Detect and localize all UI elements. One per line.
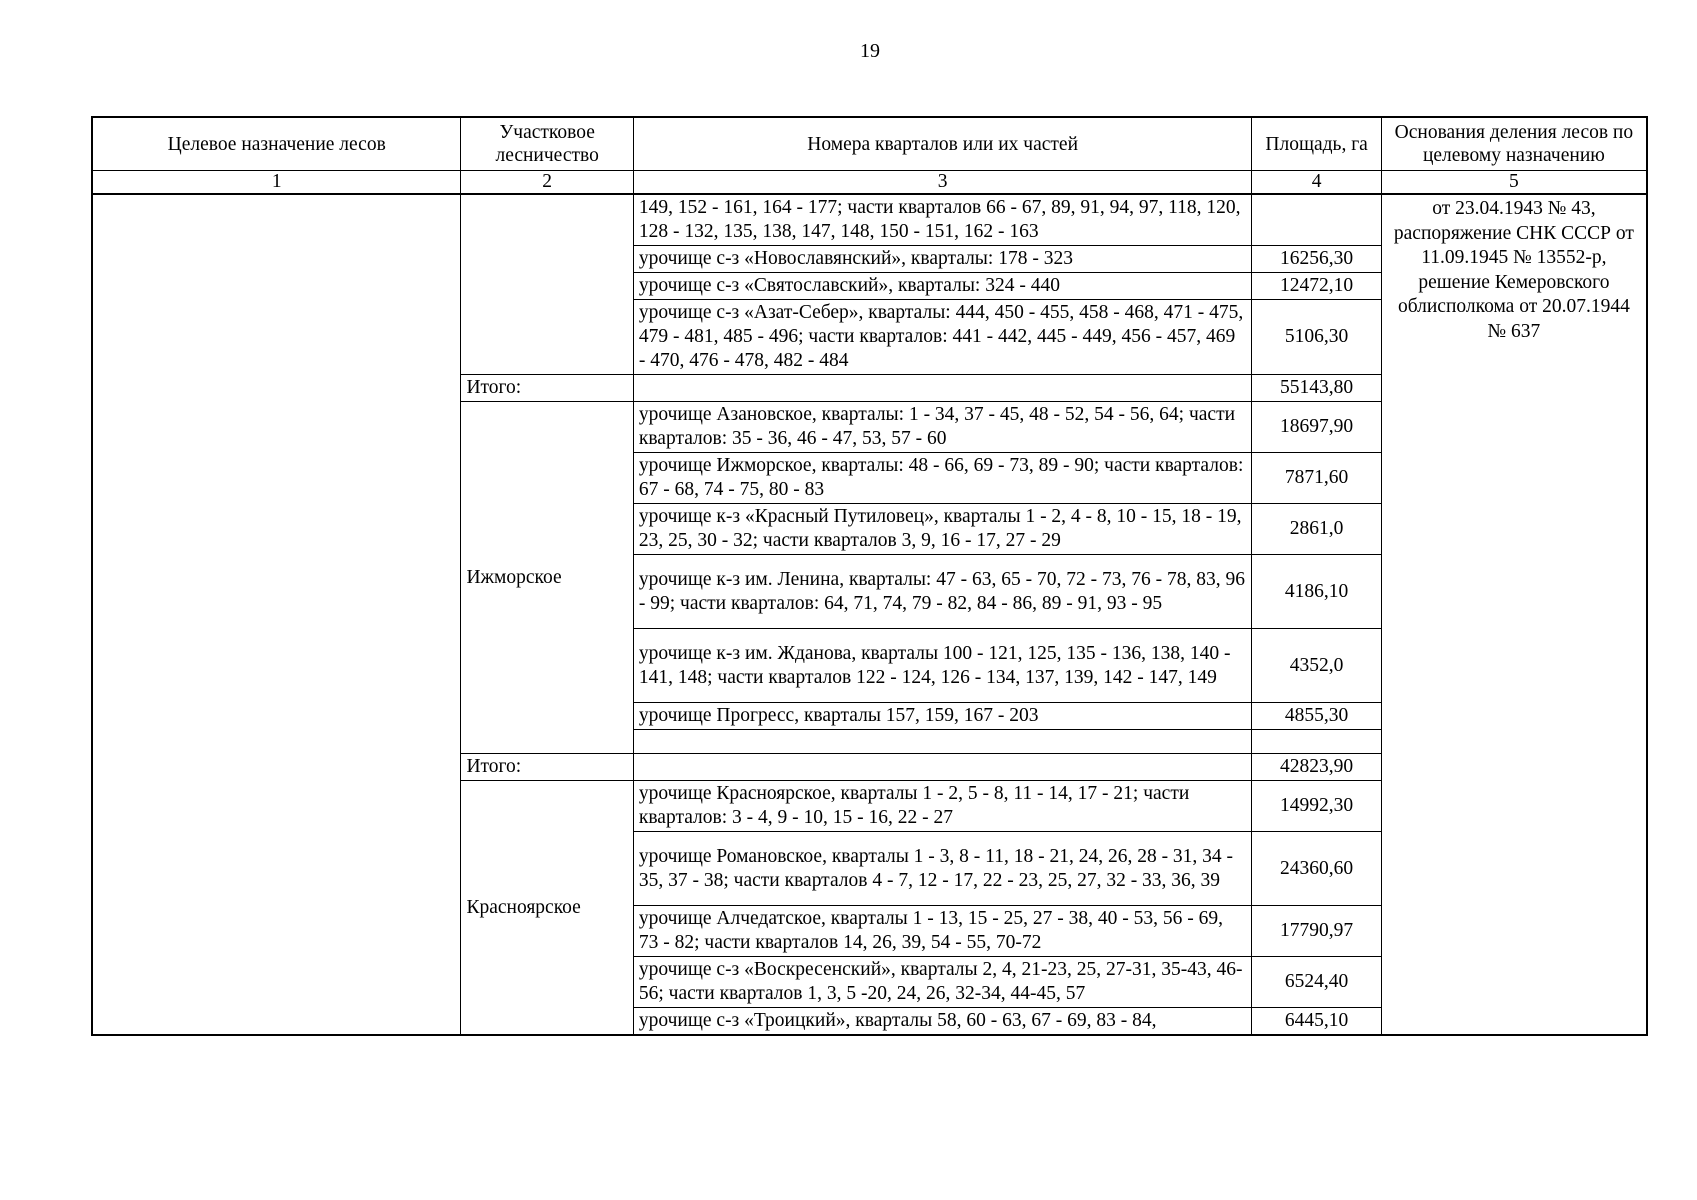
column-number: 2 [461,171,633,195]
area-cell [1252,194,1381,246]
header-forestry: Участковое лесничество [461,117,633,171]
header-quarters: Номера кварталов или их частей [633,117,1252,171]
quarters-cell: урочище к-з им. Жданова, кварталы 100 - 121, 125, 135 - 136, 138, 140 - 141, 148; части кварталов 122 - 124, 126 - 134, 137, 139, 142 - 147, 149 [633,629,1252,703]
total-value: 55143,80 [1252,375,1381,402]
area-cell: 6524,40 [1252,957,1381,1008]
forestry-name: Ижморское [461,402,633,754]
area-cell: 24360,60 [1252,832,1381,906]
column-number-row [92,171,1647,195]
basis-cell: от 23.04.1943 № 43, распоряжение СНК СССР от 11.09.1945 № 13552-р, решение Кемеровского облисполкома от 20.07.1944 № 637 [1381,194,1647,1035]
area-cell: 7871,60 [1252,453,1381,504]
area-cell: 4352,0 [1252,629,1381,703]
quarters-cell: урочище Красноярское, кварталы 1 - 2, 5 - 8, 11 - 14, 17 - 21; части кварталов: 3 - 4, 9 - 10, 15 - 16, 22 - 27 [633,781,1252,832]
area-cell: 4186,10 [1252,555,1381,629]
area-cell: 16256,30 [1252,246,1381,273]
forestry-cell-empty [461,194,633,375]
forestry-name: Красноярское [461,781,633,1036]
quarters-cell: урочище Азановское, кварталы: 1 - 34, 37 - 45, 48 - 52, 54 - 56, 64; части кварталов: 35 - 36, 46 - 47, 53, 57 - 60 [633,402,1252,453]
column-number: 5 [1381,171,1647,195]
area-cell: 17790,97 [1252,906,1381,957]
quarters-cell: урочище Романовское, кварталы 1 - 3, 8 - 11, 18 - 21, 24, 26, 28 - 31, 34 - 35, 37 - 38; части кварталов 4 - 7, 12 - 17, 22 - 23, 25, 27, 32 - 33, 36, 39 [633,832,1252,906]
column-number: 3 [633,171,1252,195]
quarters-cell: урочище Прогресс, кварталы 157, 159, 167 - 203 [633,703,1252,730]
area-cell: 12472,10 [1252,273,1381,300]
quarters-cell: урочище с-з «Новославянский», кварталы: 178 - 323 [633,246,1252,273]
total-empty-cell [633,754,1252,781]
quarters-cell: урочище с-з «Троицкий», кварталы 58, 60 - 63, 67 - 69, 83 - 84, [633,1008,1252,1036]
quarters-cell: урочище с-з «Азат-Себер», кварталы: 444, 450 - 455, 458 - 468, 471 - 475, 479 - 481, 485 - 496; части кварталов: 441 - 442, 445 - 449, 456 - 457, 469 - 470, 476 - 478, 482 - 484 [633,300,1252,375]
area-cell: 6445,10 [1252,1008,1381,1036]
total-label: Итого: [461,754,633,781]
quarters-cell: урочище к-з им. Ленина, кварталы: 47 - 63, 65 - 70, 72 - 73, 76 - 78, 83, 96 - 99; части кварталов: 64, 71, 74, 79 - 82, 84 - 86, 89 - 91, 93 - 95 [633,555,1252,629]
header-purpose: Целевое назначение лесов [92,117,461,171]
quarters-cell: 149, 152 - 161, 164 - 177; части кварталов 66 - 67, 89, 91, 94, 97, 118, 120, 128 - 132, 135, 138, 147, 148, 150 - 151, 162 - 163 [633,194,1252,246]
total-label: Итого: [461,375,633,402]
header-area: Площадь, га [1252,117,1381,171]
area-cell: 2861,0 [1252,504,1381,555]
column-number: 1 [92,171,461,195]
area-cell [1252,730,1381,754]
purpose-cell [92,194,461,1035]
area-cell: 5106,30 [1252,300,1381,375]
table-header-row [92,117,1647,171]
total-value: 42823,90 [1252,754,1381,781]
page-number: 19 [860,40,880,62]
quarters-cell [633,730,1252,754]
quarters-cell: урочище Алчедатское, кварталы 1 - 13, 15 - 25, 27 - 38, 40 - 53, 56 - 69, 73 - 82; части кварталов 14, 26, 39, 54 - 55, 70-72 [633,906,1252,957]
area-cell: 4855,30 [1252,703,1381,730]
column-number: 4 [1252,171,1381,195]
quarters-cell: урочище с-з «Воскресенский», кварталы 2, 4, 21-23, 25, 27-31, 35-43, 46-56; части кварталов 1, 3, 5 -20, 24, 26, 32-34, 44-45, 57 [633,957,1252,1008]
area-cell: 18697,90 [1252,402,1381,453]
area-cell: 14992,30 [1252,781,1381,832]
header-basis: Основания деления лесов по целевому назначению [1381,117,1647,171]
total-empty-cell [633,375,1252,402]
forest-purpose-table [91,116,1648,1036]
quarters-cell: урочище к-з «Красный Путиловец», кварталы 1 - 2, 4 - 8, 10 - 15, 18 - 19, 23, 25, 30 - 32; части кварталов 3, 9, 16 - 17, 27 - 29 [633,504,1252,555]
quarters-cell: урочище Ижморское, кварталы: 48 - 66, 69 - 73, 89 - 90; части кварталов: 67 - 68, 74 - 75, 80 - 83 [633,453,1252,504]
quarters-cell: урочище с-з «Святославский», кварталы: 324 - 440 [633,273,1252,300]
table-row [92,194,1647,246]
